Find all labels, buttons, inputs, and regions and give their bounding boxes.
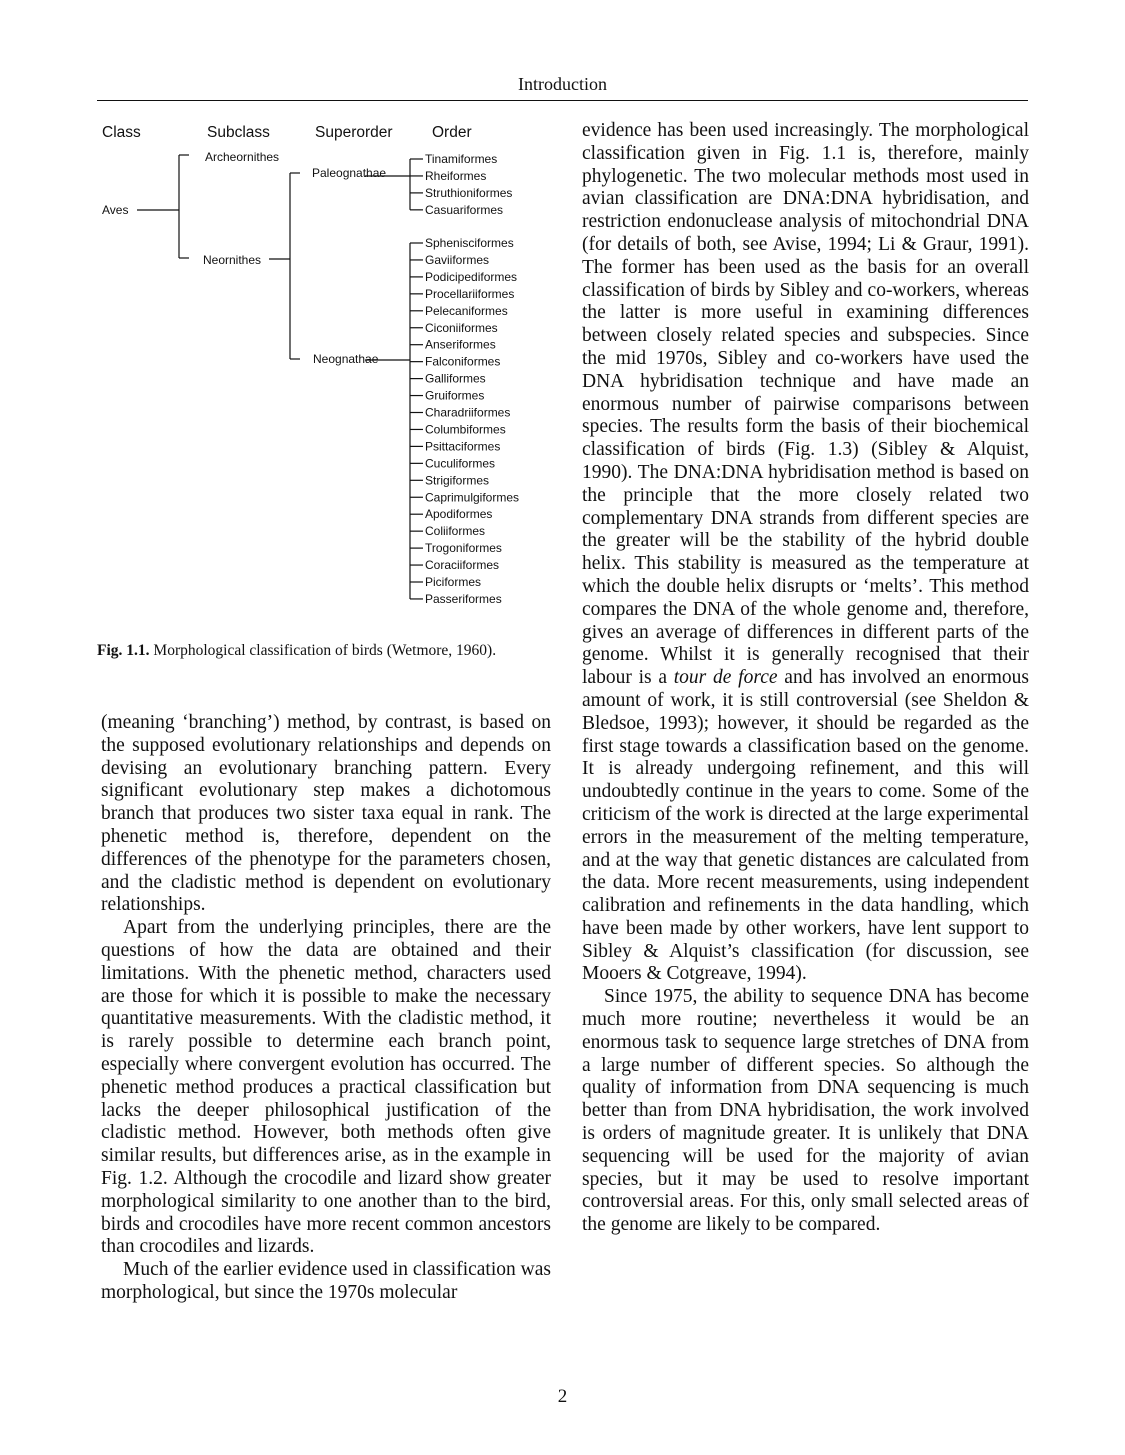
- header-subclass: Subclass: [207, 124, 270, 141]
- order-label: Trogoniformes: [425, 541, 502, 556]
- order-label: Pelecaniformes: [425, 303, 508, 318]
- paragraph: Since 1975, the ability to sequence DNA has become much more routine; nevertheless it would be an enormous task to sequence large stretches of DNA from a large number of different species. So although the quality of information from DNA sequencing is much better than from DNA hybridisation, the work involved is orders of magnitude greater. It is unlikely that DNA sequencing will be used for the majority of avian species, but it may be used to resolve important controversial areas. For this, only small selected areas of the genome are likely to be compared.: [582, 986, 1029, 1236]
- header-superorder: Superorder: [315, 124, 393, 141]
- order-label: Piciformes: [425, 575, 482, 589]
- page-number: 2: [557, 1386, 568, 1407]
- figure-caption-label: Fig. 1.1.: [97, 642, 150, 659]
- running-head: Introduction: [518, 74, 607, 94]
- figure-caption: [97, 642, 557, 660]
- order-label: Casuariformes: [425, 202, 504, 217]
- subclass-label-neornithes: Neornithes: [203, 253, 262, 267]
- order-label: Ciconiiformes: [425, 320, 498, 335]
- superorder-label-neognathae: Neognathae: [313, 352, 379, 366]
- order-label: Gaviiformes: [425, 252, 490, 267]
- header-order: Order: [432, 124, 472, 141]
- order-label: Gruiformes: [425, 388, 485, 403]
- tree-lines: [137, 155, 423, 599]
- order-label: Struthioniformes: [425, 185, 513, 200]
- classification-figure: [97, 118, 552, 678]
- order-label: Coraciiformes: [425, 558, 500, 573]
- right-text-column: [582, 120, 1029, 1237]
- header-rule: [97, 100, 1028, 101]
- order-label: Caprimulgiformes: [425, 490, 520, 505]
- order-label: Tinamiformes: [425, 152, 498, 166]
- order-label: Strigiformes: [425, 473, 490, 488]
- paragraph: (meaning ‘branching’) method, by contrast, is based on the supposed evolutionary relationships and depends on devising an evolutionary branching pattern. Every significant evolutionary step makes a dichotomous branch that produces two sister taxa equal in rank. The phenetic method is, therefore, dependent on the differences of the phenotype for the parameters chosen, and the cladistic method is dependent on evolutionary relationships.: [101, 712, 551, 916]
- order-label: Galliformes: [425, 371, 486, 386]
- left-text-column: [101, 712, 551, 1305]
- order-label: Psittaciformes: [425, 439, 501, 454]
- paragraph: Apart from the underlying principles, there are the questions of how the data are obtained and their limitations. With the phenetic method, characters used are those for which it is possible to make the necessary quantitative measurements. With the cladistic method, it is rarely possible to determine each branch point, especially where convergent evolution has occurred. The phenetic method produces a practical classification but lacks the deeper philosophical justification of the cladistic method. However, both methods often give similar results, but differences arise, as in the example in Fig. 1.2. Although the crocodile and lizard show greater morphological similarity to one another than to the bird, birds and crocodiles have more recent common ancestors than crocodiles and lizards.: [101, 917, 551, 1258]
- order-label: Falconiformes: [425, 354, 501, 369]
- paragraph: Much of the earlier evidence used in classification was morphological, but since the 1970s molecular: [101, 1259, 551, 1303]
- paragraph: [582, 120, 1029, 986]
- figure-caption-text: Morphological classification of birds (Wetmore, 1960).: [153, 642, 497, 659]
- order-label: Apodiformes: [425, 507, 493, 522]
- paragraph-text: and has involved an enormous amount of work, it is still controversial (see Sheldon & Bledsoe, 1993); however, it should be regarded as the first stage towards a classification based on the genome. It is already undergoing refinement, and this will undoubtedly continue in the years to come. Some of the criticism of the work is directed at the large experimental errors in the measurement of the melting temperature, and at the way that genetic distances are calculated from the data. More recent measurements, using independent calibration and refinements in the data handling, which have been made by other workers, have lent support to Sibley & Alquist’s classification (for discussion, see Mooers & Cotgreave, 1994).: [582, 667, 1030, 985]
- class-label-aves: Aves: [102, 203, 129, 217]
- italic-phrase: tour de force: [673, 667, 778, 689]
- order-label: Podicipediformes: [425, 269, 518, 284]
- orders-list: [425, 152, 519, 606]
- paragraph-text: evidence has been used increasingly. The morphological classification given in Fig. 1.1 is, therefore, mainly phylogenetic. The two molecular methods most used in avian classification are DNA:DNA hybridisation, and restriction endonuclease analysis of mitochondrial DNA (for details of both, see Avise, 1994; Li & Graur, 1991). The former has been used as the basis for an overall classification of birds by Sibley and co-workers, whereas the latter is more useful in examining differences between closely related species and subspecies. Since the mid 1970s, Sibley and co-workers have used the DNA hybridisation technique and have made an enormous number of pairwise comparisons between species. The results form the basis of their biochemical classification of birds (Fig. 1.3) (Sibley & Alquist, 1990). The DNA:DNA hybridisation method is based on the principle that the more closely related two complementary DNA strands from different species are the greater will be the stability of the hybrid double helix. This stability is measured as the temperature at which the double helix disrupts or ‘melts’. This method compares the DNA of the whole genome and, therefore, gives an average of differences in different parts of the genome. Whilst it is generally recognised that their labour is a: [582, 120, 1029, 689]
- order-label: Sphenisciformes: [425, 236, 514, 250]
- order-label: Anseriformes: [425, 337, 496, 352]
- order-label: Columbiformes: [425, 422, 506, 437]
- superorder-label-paleognathae: Paleognathae: [312, 166, 387, 180]
- order-label: Procellariiformes: [425, 286, 515, 301]
- subclass-label-archeornithes: Archeornithes: [205, 150, 280, 164]
- order-label: Coliiformes: [425, 524, 486, 539]
- classification-tree-diagram: [97, 118, 552, 618]
- order-label: Cuculiformes: [425, 456, 496, 471]
- order-label: Rheiformes: [425, 168, 487, 183]
- order-label: Passeriformes: [425, 591, 502, 606]
- order-label: Charadriiformes: [425, 405, 511, 420]
- header-class: Class: [102, 124, 141, 141]
